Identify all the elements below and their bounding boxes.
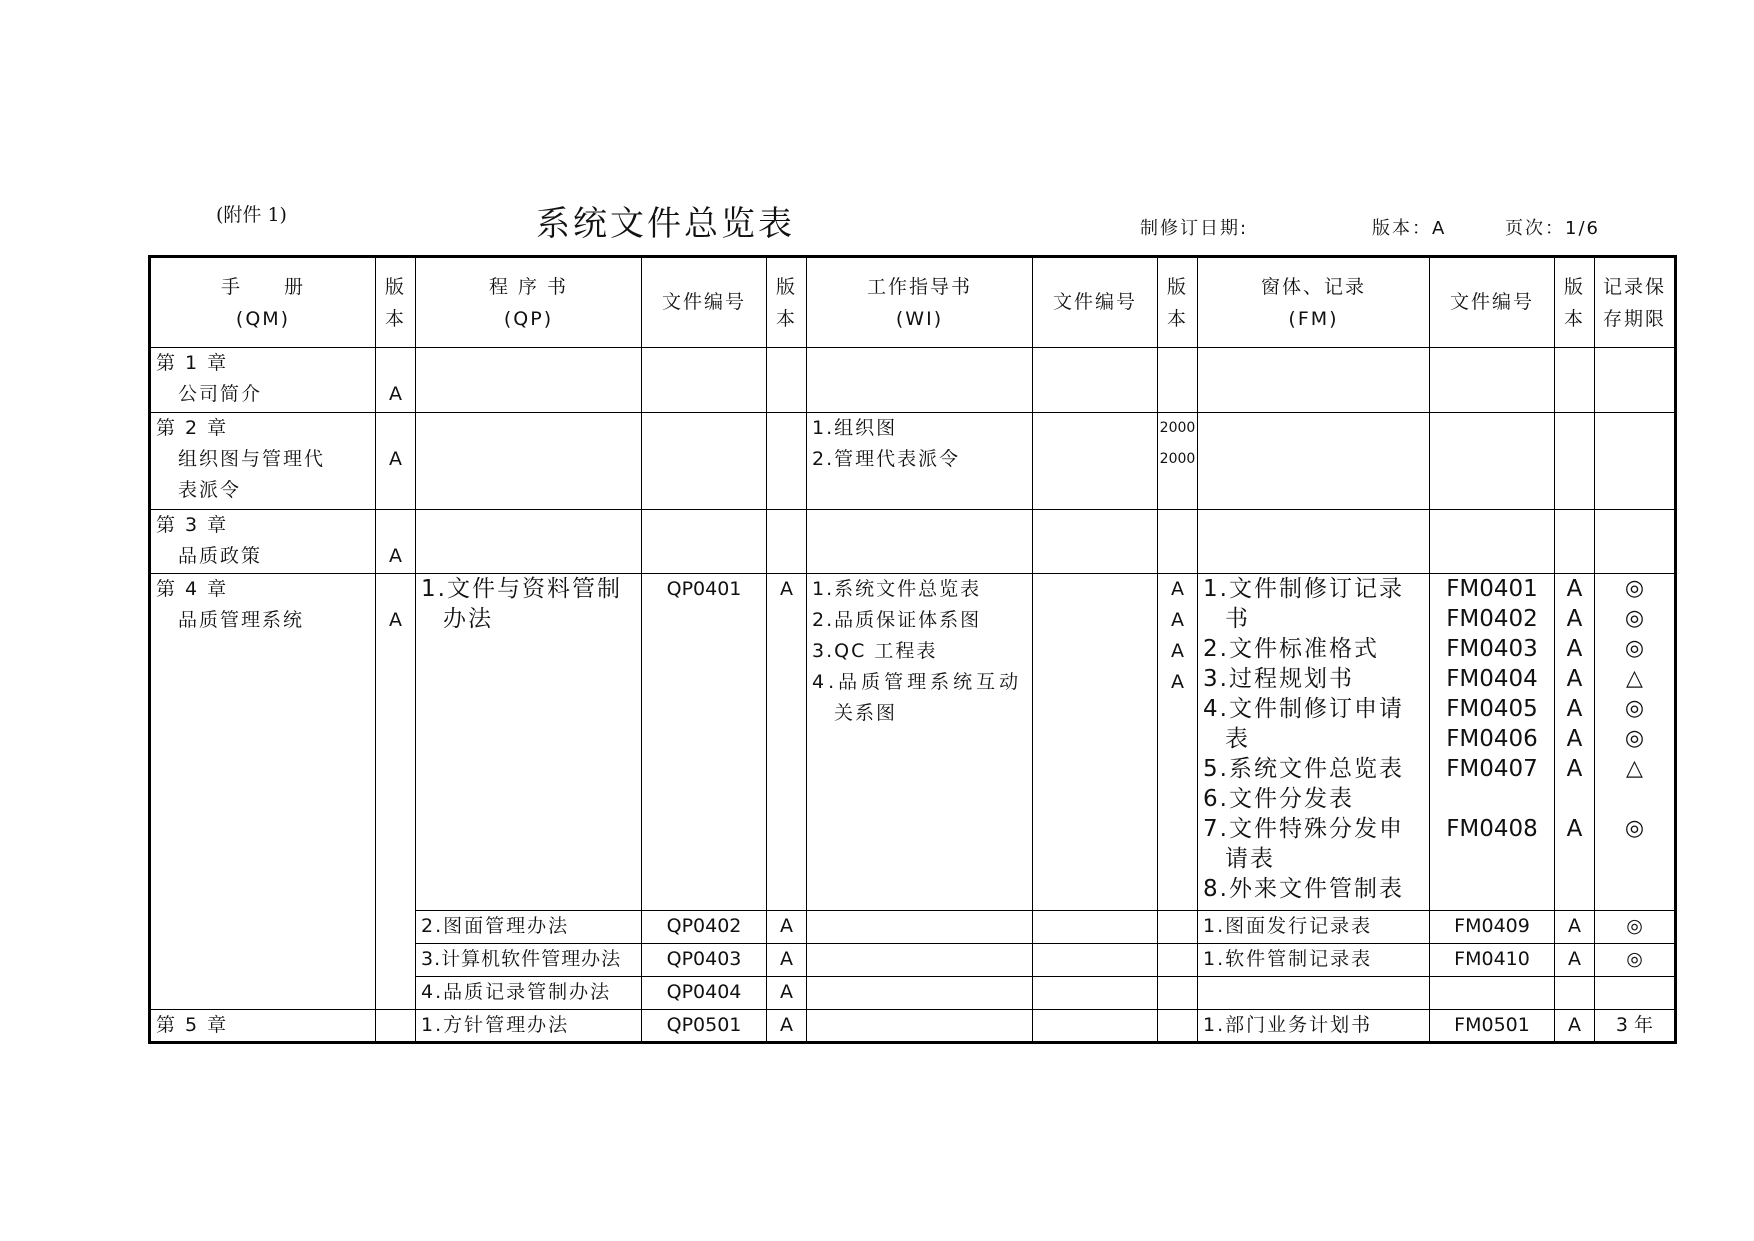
- header-qm: 手 册 (QM): [150, 257, 376, 348]
- retention-cell: 3 年: [1595, 1010, 1676, 1043]
- header-version: 版 本: [1158, 257, 1198, 348]
- fm-number-cell: FM0501: [1430, 1010, 1555, 1043]
- qp-number-cell: QP0404: [642, 977, 767, 1010]
- wi-cell: [807, 1010, 1033, 1043]
- qp-version-cell: A: [767, 1010, 807, 1043]
- table-row-chapter-1: [150, 348, 1676, 413]
- qm-cell: 第 5 章: [150, 1010, 376, 1043]
- qp-cell: 1.文件与资料管制 办法: [416, 574, 642, 911]
- wi-number-cell: [1033, 348, 1158, 413]
- qp-version-cell: [767, 413, 807, 510]
- retention-cell: [1595, 413, 1676, 510]
- qp-cell: [416, 348, 642, 413]
- wi-cell: [807, 977, 1033, 1010]
- qp-number-cell: QP0401: [642, 574, 767, 911]
- fm-cell: [1198, 413, 1430, 510]
- fm-version-cell: [1555, 977, 1595, 1010]
- qm-version-cell: A: [376, 574, 416, 1010]
- fm-cell: 1.文件制修订记录 书 2.文件标准格式 3.过程规划书 4.文件制修订申请 表 5.系统文件总览表 6.文件分发表 7.文件特殊分发申 请表 8.外来文件管制表: [1198, 574, 1430, 911]
- fm-number-cell: FM0410: [1430, 944, 1555, 977]
- fm-number-cell: [1430, 510, 1555, 574]
- table-row-chapter-5: [150, 1010, 1676, 1043]
- qm-version-cell: A: [376, 348, 416, 413]
- qm-cell: 第 1 章 公司简介: [150, 348, 376, 413]
- header-qp: 程 序 书 (QP): [416, 257, 642, 348]
- wi-version-cell: [1158, 510, 1198, 574]
- table-row-chapter-2: [150, 413, 1676, 510]
- qp-number-cell: [642, 348, 767, 413]
- header-doc-number: 文件编号: [1430, 257, 1555, 348]
- wi-number-cell: [1033, 911, 1158, 944]
- qp-number-cell: QP0501: [642, 1010, 767, 1043]
- wi-cell: [807, 510, 1033, 574]
- fm-cell: 1.部门业务计划书: [1198, 1010, 1430, 1043]
- qp-number-cell: QP0403: [642, 944, 767, 977]
- wi-cell: 1.系统文件总览表 2.品质保证体系图 3.QC 工程表 4.品质管理系统互动 关系图: [807, 574, 1033, 911]
- wi-cell: 1.组织图 2.管理代表派令: [807, 413, 1033, 510]
- fm-number-cell: [1430, 413, 1555, 510]
- qp-cell: [416, 510, 642, 574]
- qp-version-cell: [767, 510, 807, 574]
- qp-number-cell: [642, 510, 767, 574]
- header-doc-number: 文件编号: [642, 257, 767, 348]
- wi-version-cell: A A A A: [1158, 574, 1198, 911]
- wi-version-cell: [1158, 944, 1198, 977]
- fm-number-cell: [1430, 348, 1555, 413]
- fm-number-cell: FM0401 FM0402 FM0403 FM0404 FM0405 FM0406 FM0407 FM0408: [1430, 574, 1555, 911]
- wi-version-cell: 2000 2000: [1158, 413, 1198, 510]
- qm-version-cell: A: [376, 510, 416, 574]
- wi-number-cell: [1033, 574, 1158, 911]
- fm-version-cell: A: [1555, 944, 1595, 977]
- qm-cell: 第 3 章 品质政策: [150, 510, 376, 574]
- page-title: 系统文件总览表: [536, 204, 795, 244]
- qp-cell: 4.品质记录管制办法: [416, 977, 642, 1010]
- wi-version-cell: [1158, 1010, 1198, 1043]
- qp-number-cell: [642, 413, 767, 510]
- wi-version-cell: [1158, 348, 1198, 413]
- qm-version-cell: [376, 1010, 416, 1043]
- fm-cell: [1198, 510, 1430, 574]
- retention-cell: [1595, 977, 1676, 1010]
- header-wi: 工作指导书 (WI): [807, 257, 1033, 348]
- qm-cell: 第 2 章 组织图与管理代 表派令: [150, 413, 376, 510]
- qp-cell: 2.图面管理办法: [416, 911, 642, 944]
- header-doc-number: 文件编号: [1033, 257, 1158, 348]
- wi-cell: [807, 348, 1033, 413]
- retention-cell: [1595, 348, 1676, 413]
- fm-version-cell: A: [1555, 1010, 1595, 1043]
- fm-version-cell: [1555, 348, 1595, 413]
- fm-cell: 1.软件管制记录表: [1198, 944, 1430, 977]
- header-retention: 记录保 存期限: [1595, 257, 1676, 348]
- header-version: 版 本: [376, 257, 416, 348]
- qp-version-cell: [767, 348, 807, 413]
- wi-number-cell: [1033, 413, 1158, 510]
- version-label: 版本：A: [1372, 218, 1447, 239]
- fm-version-cell: A A A A A A A A: [1555, 574, 1595, 911]
- retention-cell: [1595, 510, 1676, 574]
- revision-date-label: 制修订日期:: [1140, 218, 1249, 239]
- qm-version-cell: A: [376, 413, 416, 510]
- header-fm: 窗体、记录 (FM): [1198, 257, 1430, 348]
- fm-cell: [1198, 348, 1430, 413]
- qp-version-cell: A: [767, 977, 807, 1010]
- qp-version-cell: A: [767, 574, 807, 911]
- fm-version-cell: [1555, 413, 1595, 510]
- fm-number-cell: FM0409: [1430, 911, 1555, 944]
- page-number-label: 页次：1/6: [1505, 218, 1600, 239]
- fm-number-cell: [1430, 977, 1555, 1010]
- attachment-label: (附件 1): [216, 204, 287, 226]
- header-version: 版 本: [767, 257, 807, 348]
- qp-version-cell: A: [767, 911, 807, 944]
- wi-number-cell: [1033, 944, 1158, 977]
- header-version: 版 本: [1555, 257, 1595, 348]
- qp-version-cell: A: [767, 944, 807, 977]
- retention-cell: ◎ ◎ ◎ △ ◎ ◎ △ ◎: [1595, 574, 1676, 911]
- table-row-chapter-4: [150, 574, 1676, 911]
- wi-number-cell: [1033, 510, 1158, 574]
- wi-cell: [807, 944, 1033, 977]
- retention-cell: ◎: [1595, 944, 1676, 977]
- wi-number-cell: [1033, 1010, 1158, 1043]
- qp-cell: 1.方针管理办法: [416, 1010, 642, 1043]
- table-header: [150, 257, 1676, 348]
- retention-cell: ◎: [1595, 911, 1676, 944]
- system-document-table: [148, 255, 1677, 1044]
- wi-version-cell: [1158, 977, 1198, 1010]
- qm-cell: 第 4 章 品质管理系统: [150, 574, 376, 1010]
- wi-version-cell: [1158, 911, 1198, 944]
- fm-version-cell: A: [1555, 911, 1595, 944]
- wi-number-cell: [1033, 977, 1158, 1010]
- table-row-chapter-3: [150, 510, 1676, 574]
- qp-number-cell: QP0402: [642, 911, 767, 944]
- wi-cell: [807, 911, 1033, 944]
- fm-version-cell: [1555, 510, 1595, 574]
- fm-cell: 1.图面发行记录表: [1198, 911, 1430, 944]
- qp-cell: 3.计算机软件管理办法: [416, 944, 642, 977]
- qp-cell: [416, 413, 642, 510]
- fm-cell: [1198, 977, 1430, 1010]
